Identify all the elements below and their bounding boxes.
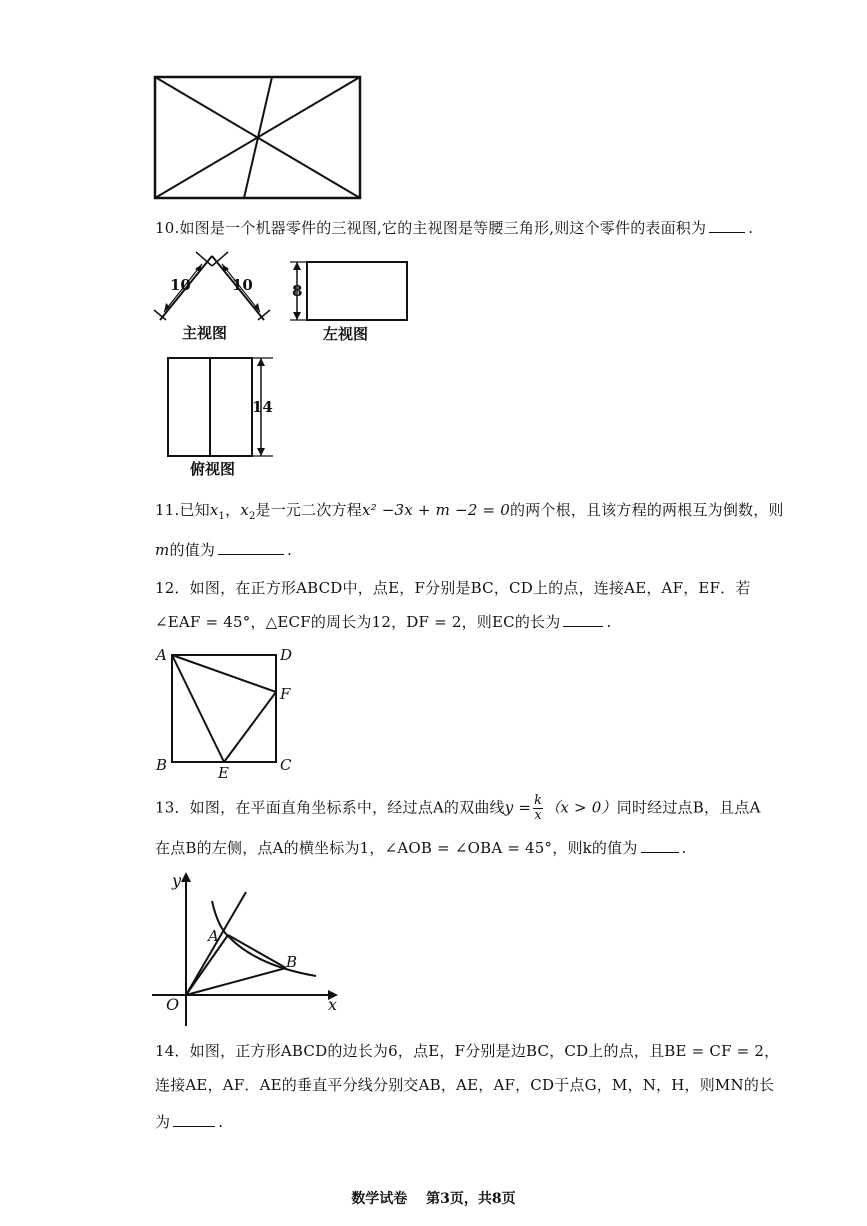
side-view-figure: [285, 258, 411, 326]
top-view-figure: [163, 354, 275, 462]
label-d: D: [280, 646, 293, 664]
label-c: C: [280, 756, 292, 774]
axis-x-label: x: [328, 995, 338, 1014]
q11-line2: m的值为 .: [155, 541, 293, 559]
side-view-caption: 左视图: [323, 325, 369, 343]
label-f: F: [280, 685, 291, 703]
front-right-length: 10: [232, 276, 253, 294]
q14-line3: 为 .: [155, 1113, 224, 1131]
label-b: B: [156, 756, 168, 774]
q13-line1: 13．如图，在平面直角坐标系中，经过点A的双曲线y = $\frac{k}{x}$ （x > 0）同时经过点B，且点A: [155, 793, 761, 823]
q10-text: 10.如图是一个机器零件的三视图,它的主视图是等腰三角形,则这个零件的表面积为 .: [155, 219, 754, 237]
label-a: A: [156, 646, 167, 664]
point-a-label: A: [208, 927, 219, 945]
point-b-label: B: [286, 953, 298, 971]
page-footer: 数学试卷 第3页，共8页: [351, 1191, 516, 1207]
q14-line2: 连接AE，AF．AE的垂直平分线分别交AB，AE，AF，CD于点G，M，N，H，则MN的长: [155, 1076, 775, 1094]
coordinate-figure: [148, 868, 348, 1030]
front-left-length: 10: [170, 276, 191, 294]
q11-line1: 11.已知$x_1$，$x_2$是一元二次方程x² −3x + m −2 = 0的两个根，且该方程的两根互为倒数，则: [155, 501, 784, 522]
q14-line1: 14．如图，正方形ABCD的边长为6，点E，F分别是边BC，CD上的点，且BE = CF = 2，: [155, 1042, 780, 1060]
q12-line2: ∠EAF = 45°，△ECF的周长为12，DF = 2，则EC的长为 .: [155, 613, 612, 631]
axis-y-label: y: [172, 871, 182, 890]
label-e: E: [218, 764, 229, 782]
origin-label: O: [166, 995, 180, 1014]
front-view-caption: 主视图: [182, 324, 228, 342]
top-length: 14: [252, 398, 273, 416]
front-view-figure: [152, 248, 272, 328]
fraction-k-over-x: $\frac{k}{x}$: [534, 793, 543, 823]
q12-line1: 12．如图，在正方形ABCD中，点E，F分别是BC，CD上的点，连接AE，AF，EF．若: [155, 579, 751, 597]
rectangle-figure: [150, 72, 365, 204]
square-abcd-figure: [152, 642, 302, 780]
side-height: 8: [292, 282, 303, 300]
top-view-caption: 俯视图: [190, 460, 236, 478]
q13-line2: 在点B的左侧，点A的横坐标为1，∠AOB = ∠OBA = 45°，则k的值为 .: [155, 839, 687, 857]
